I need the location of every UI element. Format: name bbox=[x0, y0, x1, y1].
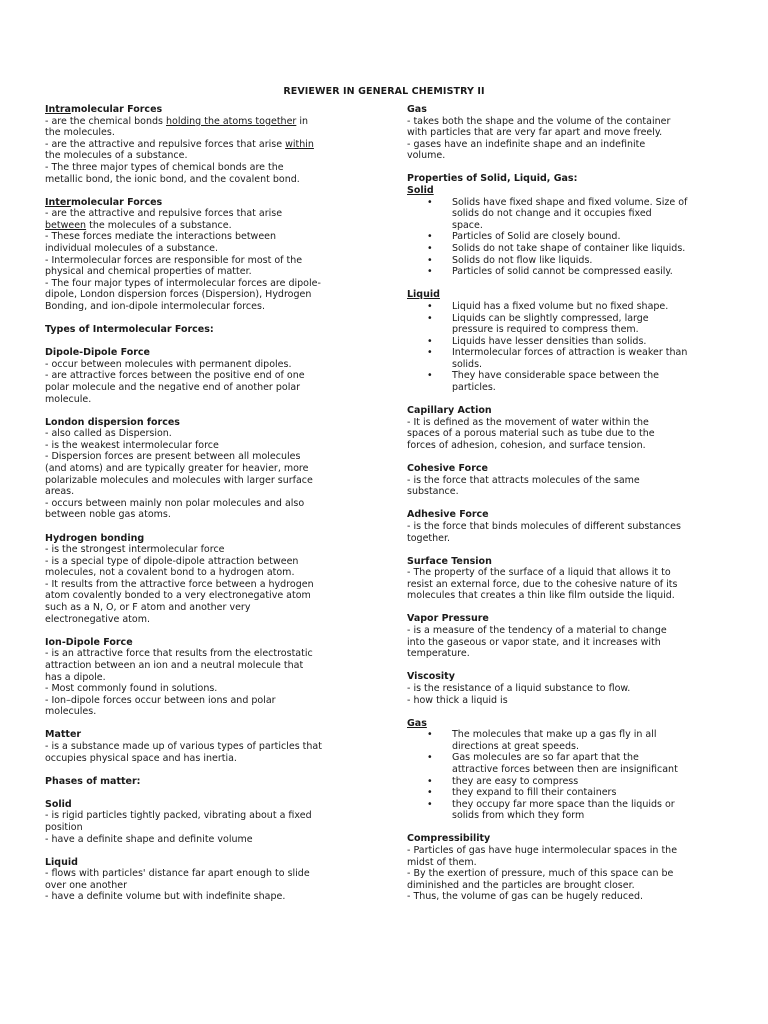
gas-bullet-list bbox=[407, 729, 727, 822]
bullet-icon: • bbox=[427, 335, 433, 347]
document-title: REVIEWER IN GENERAL CHEMISTRY II bbox=[283, 86, 485, 97]
hydrogen-bonding-heading: Hydrogen bonding bbox=[45, 532, 145, 544]
cohesive-force-heading: Cohesive Force bbox=[407, 463, 488, 475]
vapor-pressure-section: Vapor Pressure - is a measure of the tendency of a material to change into the gaseous or vapor state, and it increases with temperature. bbox=[407, 613, 727, 659]
compressibility-heading: Compressibility bbox=[407, 833, 491, 845]
bullet-icon: • bbox=[427, 775, 433, 787]
bullet-item bbox=[407, 752, 727, 764]
bullet-icon: • bbox=[427, 266, 433, 278]
intramolecular-heading: Intramolecular Forces bbox=[45, 104, 163, 115]
dipole-dipole-section: Dipole-Dipole Force - occur between molecules with permanent dipoles. - are attractive forces between the positive end of one polar molecule and the negative end of another polar molecule. bbox=[45, 347, 370, 405]
bullet-text: space. bbox=[452, 219, 483, 231]
intermolecular-section: Intermolecular Forces - are the attractive and repulsive forces that arise between the molecules of a substance. - These forces mediate the interactions between individual molecules of a substance. - Intermolecular forces are responsible for most of the physical and chemical properties of matter. - The four major types of intermolecular forces are dipole- dipole, London dispersion forces (Dispersion), Hydrogen Bonding, and ion-dipole intermolecular forces. bbox=[45, 197, 370, 313]
capillary-action-section: Capillary Action - It is defined as the movement of water within the spaces of a porous material such as tube due to the forces of adhesion, cohesion, and surface tension. bbox=[407, 405, 727, 451]
liquid-properties-section bbox=[407, 289, 727, 393]
types-heading-block bbox=[45, 324, 370, 336]
bullet-item-continuation bbox=[407, 382, 727, 394]
bullet-item bbox=[407, 313, 727, 325]
capillary-action-heading: Capillary Action bbox=[407, 405, 492, 417]
gas-heading: Gas bbox=[407, 104, 427, 115]
bullet-item-continuation bbox=[407, 208, 727, 220]
bullet-item bbox=[407, 347, 727, 359]
bullet-icon: • bbox=[427, 798, 433, 810]
bullet-item bbox=[407, 255, 727, 267]
london-dispersion-section: London dispersion forces - also called as Dispersion. - is the weakest intermolecular force - Dispersion forces are present between all molecules (and atoms) and are typically greater for heavier, more polarizable molecules and molecules with larger surface areas. - occurs between mainly non polar molecules and also between noble gas atoms. bbox=[45, 417, 370, 521]
matter-section: Matter - is a substance made up of various types of particles that occupies physical space and has inertia. bbox=[45, 729, 370, 764]
bullet-text: they occupy far more space than the liquids or bbox=[452, 798, 675, 810]
london-dispersion-heading: London dispersion forces bbox=[45, 416, 180, 428]
vapor-pressure-heading: Vapor Pressure bbox=[407, 613, 489, 625]
solid-heading: Solid bbox=[45, 798, 72, 810]
liquid-section: Liquid - flows with particles' distance far apart enough to slide over one another - have a definite volume but with indefinite shape. bbox=[45, 857, 370, 903]
properties-section bbox=[407, 173, 727, 277]
bullet-icon: • bbox=[427, 347, 433, 359]
hydrogen-bonding-section: Hydrogen bonding - is the strongest intermolecular force - is a special type of dipole-dipole attraction between molecules, not a covalent bond to a hydrogen atom. - It results from the attractive force between a hydrogen atom covalently bonded to a very electronegative atom such as a N, O, or F atom and another very electronegative atom. bbox=[45, 533, 370, 626]
bullet-text: Solids do not take shape of container like liquids. bbox=[452, 243, 686, 255]
ion-dipole-section: Ion-Dipole Force - is an attractive force that results from the electrostatic attraction between an ion and a neutral molecule that has a dipole. - Most commonly found in solutions. - Ion–dipole forces occur between ions and polar molecules. bbox=[45, 637, 370, 718]
surface-tension-heading: Surface Tension bbox=[407, 555, 492, 567]
bullet-text: Liquid has a fixed volume but no fixed shape. bbox=[452, 300, 669, 312]
bullet-text: The molecules that make up a gas fly in all bbox=[452, 729, 657, 741]
bullet-item-continuation bbox=[407, 359, 727, 371]
right-column bbox=[407, 104, 727, 915]
bullet-text: Particles of Solid are closely bound. bbox=[452, 231, 621, 243]
bullet-icon: • bbox=[427, 254, 433, 266]
liquid-bullet-list bbox=[407, 301, 727, 394]
bullet-text: attractive forces between then are insignificant bbox=[452, 764, 678, 775]
bullet-icon: • bbox=[427, 370, 433, 382]
gas-section: Gas - takes both the shape and the volume of the container with particles that are very far apart and move freely. - gases have an indefinite shape and an indefinite volume. bbox=[407, 104, 727, 162]
bullet-icon: • bbox=[427, 729, 433, 741]
bullet-item bbox=[407, 729, 727, 741]
phases-heading: Phases of matter: bbox=[45, 775, 141, 787]
bullet-text: Liquids have lesser densities than solids. bbox=[452, 335, 647, 347]
liquid-label: Liquid bbox=[407, 289, 440, 301]
solid-bullet-list bbox=[407, 197, 727, 278]
bullet-text: Solids have fixed shape and fixed volume. Size of bbox=[452, 196, 688, 208]
bullet-item-continuation bbox=[407, 324, 727, 336]
bullet-text: solids from which they form bbox=[452, 810, 585, 822]
bullet-item bbox=[407, 301, 727, 313]
intermolecular-heading: Intermolecular Forces bbox=[45, 196, 163, 208]
solid-section: Solid - is rigid particles tightly packed, vibrating about a fixed position - have a definite shape and definite volume bbox=[45, 799, 370, 845]
adhesive-force-heading: Adhesive Force bbox=[407, 509, 489, 521]
left-column bbox=[45, 104, 370, 915]
bullet-text: Intermolecular forces of attraction is weaker than bbox=[452, 347, 688, 359]
bullet-item-continuation bbox=[407, 764, 727, 776]
bullet-text: Gas molecules are so far apart that the bbox=[452, 752, 639, 764]
bullet-item bbox=[407, 231, 727, 243]
gas-label: Gas bbox=[407, 717, 427, 729]
bullet-item bbox=[407, 266, 727, 278]
viscosity-section: Viscosity - is the resistance of a liquid substance to flow. - how thick a liquid is bbox=[407, 671, 727, 706]
ion-dipole-heading: Ion-Dipole Force bbox=[45, 636, 133, 648]
bullet-item bbox=[407, 197, 727, 209]
bullet-text: Particles of solid cannot be compressed easily. bbox=[452, 266, 673, 278]
bullet-item bbox=[407, 787, 727, 799]
bullet-item bbox=[407, 370, 727, 382]
bullet-item bbox=[407, 243, 727, 255]
surface-tension-section: Surface Tension - The property of the surface of a liquid that allows it to resist an external force, due to the cohesive nature of its molecules that creates a thin like film outside the liquid. bbox=[407, 556, 727, 602]
compressibility-section: Compressibility - Particles of gas have huge intermolecular spaces in the midst of them. - By the exertion of pressure, much of this space can be diminished and the particles are brought closer. - Thus, the volume of gas can be hugely reduced. bbox=[407, 833, 727, 903]
bullet-text: directions at great speeds. bbox=[452, 740, 579, 752]
bullet-text: Solids do not flow like liquids. bbox=[452, 254, 593, 266]
phases-heading-block bbox=[45, 776, 370, 788]
bullet-text: pressure is required to compress them. bbox=[452, 324, 639, 336]
bullet-item-continuation bbox=[407, 220, 727, 232]
bullet-icon: • bbox=[427, 243, 433, 255]
matter-heading: Matter bbox=[45, 729, 82, 741]
bullet-text: solids. bbox=[452, 358, 483, 370]
bullet-text: solids do not change and it occupies fixed bbox=[452, 208, 652, 220]
bullet-icon: • bbox=[427, 312, 433, 324]
dipole-dipole-heading: Dipole-Dipole Force bbox=[45, 347, 150, 359]
liquid-heading: Liquid bbox=[45, 856, 78, 868]
bullet-icon: • bbox=[427, 196, 433, 208]
bullet-icon: • bbox=[427, 787, 433, 799]
bullet-text: particles. bbox=[452, 382, 496, 394]
gas-properties-section bbox=[407, 718, 727, 822]
bullet-item bbox=[407, 776, 727, 788]
solid-label: Solid bbox=[407, 185, 434, 197]
bullet-item bbox=[407, 336, 727, 348]
bullet-text: They have considerable space between the bbox=[452, 370, 660, 382]
types-heading: Types of Intermolecular Forces: bbox=[45, 324, 214, 336]
bullet-item-continuation bbox=[407, 810, 727, 822]
bullet-item bbox=[407, 799, 727, 811]
bullet-item-continuation bbox=[407, 741, 727, 753]
bullet-text: Liquids can be slightly compressed, large bbox=[452, 312, 649, 324]
bullet-icon: • bbox=[427, 231, 433, 243]
bullet-icon: • bbox=[427, 752, 433, 764]
adhesive-force-section: Adhesive Force - is the force that binds molecules of different substances together. bbox=[407, 509, 727, 544]
bullet-text: they expand to fill their containers bbox=[452, 787, 617, 799]
properties-heading: Properties of Solid, Liquid, Gas: bbox=[407, 173, 578, 185]
bullet-icon: • bbox=[427, 300, 433, 312]
intramolecular-section: Intramolecular Forces - are the chemical bonds holding the atoms together in the molecules. - are the attractive and repulsive forces that arise within the molecules of a substance. - The three major types of chemical bonds are the metallic bond, the ionic bond, and the covalent bond. bbox=[45, 104, 370, 185]
cohesive-force-section: Cohesive Force - is the force that attracts molecules of the same substance. bbox=[407, 463, 727, 498]
viscosity-heading: Viscosity bbox=[407, 671, 455, 683]
bullet-text: they are easy to compress bbox=[452, 775, 579, 787]
